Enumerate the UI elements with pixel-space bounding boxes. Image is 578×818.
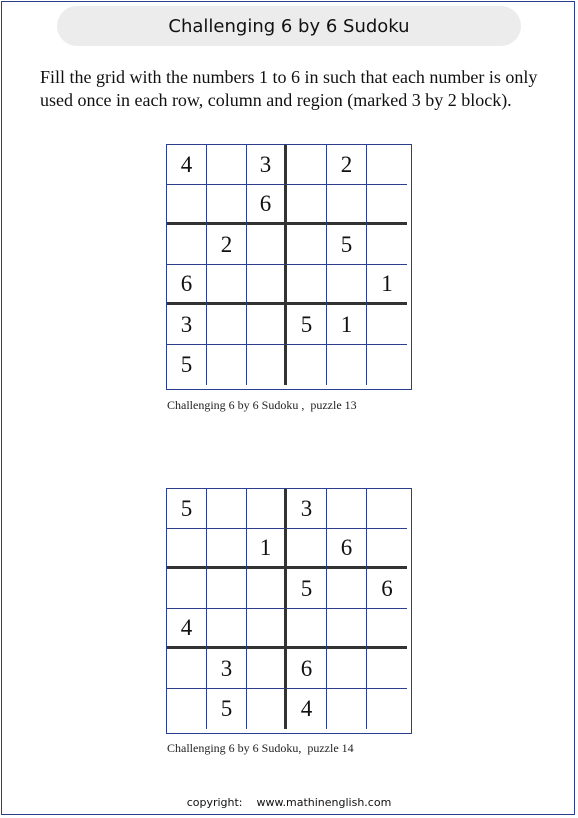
sudoku-cell[interactable] bbox=[367, 145, 407, 185]
sudoku-cell[interactable] bbox=[287, 185, 327, 225]
copyright-footer bbox=[0, 796, 578, 809]
sudoku-cell[interactable] bbox=[367, 649, 407, 689]
sudoku-cell[interactable] bbox=[207, 489, 247, 529]
sudoku-cell[interactable]: 5 bbox=[167, 345, 207, 385]
sudoku-cell[interactable]: 6 bbox=[167, 265, 207, 305]
sudoku-cell[interactable] bbox=[287, 225, 327, 265]
sudoku-cell[interactable]: 5 bbox=[287, 569, 327, 609]
sudoku-cell[interactable] bbox=[207, 185, 247, 225]
puzzle-13-caption: Challenging 6 by 6 Sudoku , puzzle 13 bbox=[167, 398, 357, 412]
sudoku-cell[interactable] bbox=[367, 689, 407, 729]
sudoku-cell[interactable] bbox=[327, 489, 367, 529]
instructions bbox=[40, 66, 550, 112]
sudoku-cell[interactable] bbox=[167, 649, 207, 689]
sudoku-cell[interactable]: 1 bbox=[247, 529, 287, 569]
sudoku-cell[interactable]: 4 bbox=[287, 689, 327, 729]
sudoku-cell[interactable] bbox=[247, 225, 287, 265]
copyright-site: www.mathinenglish.com bbox=[256, 796, 392, 809]
sudoku-cell[interactable]: 3 bbox=[247, 145, 287, 185]
sudoku-cell[interactable] bbox=[247, 345, 287, 385]
sudoku-cell[interactable] bbox=[247, 689, 287, 729]
sudoku-cell[interactable] bbox=[207, 609, 247, 649]
sudoku-cell[interactable] bbox=[247, 489, 287, 529]
sudoku-cell[interactable]: 3 bbox=[207, 649, 247, 689]
sudoku-cell[interactable] bbox=[287, 145, 327, 185]
sudoku-cell[interactable] bbox=[167, 569, 207, 609]
sudoku-cell[interactable] bbox=[207, 529, 247, 569]
sudoku-cell[interactable] bbox=[247, 569, 287, 609]
sudoku-cell[interactable] bbox=[207, 345, 247, 385]
sudoku-cell[interactable] bbox=[367, 305, 407, 345]
puzzle-14-caption: Challenging 6 by 6 Sudoku, puzzle 14 bbox=[167, 741, 354, 755]
sudoku-cell[interactable] bbox=[327, 649, 367, 689]
sudoku-cell[interactable] bbox=[287, 265, 327, 305]
sudoku-cell[interactable] bbox=[167, 225, 207, 265]
sudoku-cell[interactable] bbox=[207, 305, 247, 345]
sudoku-cell[interactable] bbox=[327, 265, 367, 305]
sudoku-cell[interactable] bbox=[327, 569, 367, 609]
sudoku-cell[interactable]: 4 bbox=[167, 609, 207, 649]
sudoku-cell[interactable] bbox=[287, 529, 327, 569]
sudoku-cell[interactable] bbox=[247, 649, 287, 689]
sudoku-cell[interactable]: 2 bbox=[327, 145, 367, 185]
sudoku-cell[interactable] bbox=[367, 345, 407, 385]
sudoku-cell[interactable] bbox=[327, 345, 367, 385]
copyright-label: copyright: bbox=[186, 796, 243, 809]
sudoku-cell[interactable]: 2 bbox=[207, 225, 247, 265]
sudoku-cell[interactable] bbox=[327, 185, 367, 225]
sudoku-cell[interactable] bbox=[367, 225, 407, 265]
sudoku-cell[interactable] bbox=[367, 489, 407, 529]
title-banner bbox=[57, 6, 521, 46]
sudoku-cell[interactable] bbox=[167, 689, 207, 729]
sudoku-cell[interactable]: 1 bbox=[367, 265, 407, 305]
sudoku-cell[interactable] bbox=[247, 609, 287, 649]
sudoku-cell[interactable]: 1 bbox=[327, 305, 367, 345]
sudoku-cell[interactable] bbox=[207, 569, 247, 609]
instructions-line-1: Fill the grid with the numbers 1 to 6 in such that each number is only bbox=[40, 67, 538, 87]
sudoku-cell[interactable] bbox=[367, 185, 407, 225]
sudoku-cell[interactable]: 6 bbox=[247, 185, 287, 225]
sudoku-cell[interactable] bbox=[287, 609, 327, 649]
sudoku-cell[interactable]: 4 bbox=[167, 145, 207, 185]
sudoku-cell[interactable] bbox=[167, 185, 207, 225]
sudoku-cell[interactable] bbox=[327, 609, 367, 649]
sudoku-cell[interactable] bbox=[247, 305, 287, 345]
sudoku-cell[interactable]: 5 bbox=[207, 689, 247, 729]
sudoku-cell[interactable]: 3 bbox=[167, 305, 207, 345]
sudoku-cell[interactable]: 6 bbox=[327, 529, 367, 569]
sudoku-cell[interactable] bbox=[207, 265, 247, 305]
sudoku-cell[interactable]: 5 bbox=[327, 225, 367, 265]
sudoku-cell[interactable] bbox=[287, 345, 327, 385]
sudoku-cell[interactable] bbox=[327, 689, 367, 729]
sudoku-cell[interactable]: 3 bbox=[287, 489, 327, 529]
page-title: Challenging 6 by 6 Sudoku bbox=[168, 15, 410, 37]
sudoku-grid-puzzle-14 bbox=[166, 488, 412, 734]
sudoku-cell[interactable] bbox=[207, 145, 247, 185]
sudoku-cell[interactable] bbox=[367, 609, 407, 649]
sudoku-cell[interactable]: 5 bbox=[287, 305, 327, 345]
sudoku-cell[interactable]: 5 bbox=[167, 489, 207, 529]
sudoku-cell[interactable]: 6 bbox=[367, 569, 407, 609]
sudoku-cell[interactable] bbox=[167, 529, 207, 569]
sudoku-cell[interactable] bbox=[247, 265, 287, 305]
sudoku-cell[interactable] bbox=[367, 529, 407, 569]
instructions-line-2: used once in each row, column and region (marked 3 by 2 block). bbox=[40, 90, 512, 110]
sudoku-cell[interactable]: 6 bbox=[287, 649, 327, 689]
sudoku-grid-puzzle-13 bbox=[166, 144, 412, 390]
